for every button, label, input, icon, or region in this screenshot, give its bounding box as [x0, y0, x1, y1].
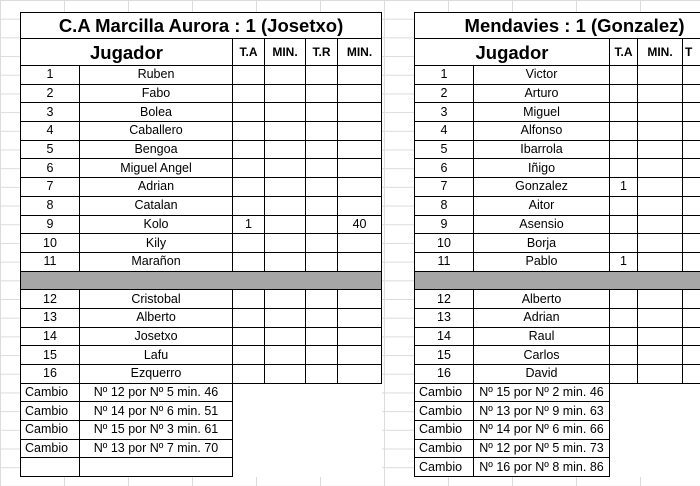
player-min2[interactable] [338, 365, 382, 384]
player-ta[interactable] [233, 178, 265, 197]
player-min1[interactable] [638, 215, 683, 234]
player-name[interactable]: Bolea [80, 103, 233, 122]
player-row [415, 122, 700, 141]
player-tr[interactable] [306, 66, 338, 85]
player-name[interactable]: Gonzalez [474, 178, 610, 197]
substitution-label[interactable]: Cambio [21, 421, 80, 440]
home-title-row [21, 13, 382, 39]
substitution-row [21, 402, 382, 421]
substitution-detail[interactable] [80, 458, 233, 477]
player-number[interactable]: 9 [21, 215, 80, 234]
player-tr[interactable] [306, 178, 338, 197]
player-ta[interactable] [610, 290, 638, 309]
player-ta[interactable] [233, 84, 265, 103]
player-tr[interactable] [683, 215, 700, 234]
player-min2[interactable] [338, 159, 382, 178]
player-min1[interactable] [638, 140, 683, 159]
player-ta[interactable] [233, 140, 265, 159]
player-row [415, 308, 700, 327]
substitution-detail[interactable]: Nº 15 por Nº 3 min. 61 [80, 421, 233, 440]
player-tr[interactable] [306, 122, 338, 141]
substitution-row [21, 439, 382, 458]
player-name[interactable]: Pablo [474, 252, 610, 271]
empty-cell [233, 383, 382, 402]
player-min2[interactable] [338, 178, 382, 197]
player-number[interactable]: 8 [415, 196, 474, 215]
empty-cell [233, 458, 382, 477]
empty-cell [610, 439, 700, 458]
player-tr[interactable] [306, 103, 338, 122]
player-tr[interactable] [683, 252, 700, 271]
player-ta[interactable] [233, 196, 265, 215]
home-header-tr[interactable]: T.R [306, 39, 338, 66]
player-tr[interactable] [306, 159, 338, 178]
player-name[interactable]: Kolo [80, 215, 233, 234]
player-tr[interactable] [683, 140, 700, 159]
player-row [21, 84, 382, 103]
away-title-row [415, 13, 700, 39]
player-name[interactable]: Kily [80, 234, 233, 253]
player-tr[interactable] [683, 365, 700, 384]
away-substitutes [415, 290, 700, 383]
player-name[interactable]: Miguel Angel [80, 159, 233, 178]
player-name[interactable]: Raul [474, 327, 610, 346]
player-number[interactable]: 2 [415, 84, 474, 103]
player-number[interactable]: 14 [21, 327, 80, 346]
player-name[interactable]: David [474, 365, 610, 384]
player-row [21, 365, 382, 384]
home-header-jugador[interactable]: Jugador [21, 39, 233, 66]
player-number[interactable]: 12 [415, 290, 474, 309]
player-min2[interactable] [338, 66, 382, 85]
player-number[interactable]: 3 [21, 103, 80, 122]
player-min1[interactable] [638, 234, 683, 253]
player-number[interactable]: 15 [21, 346, 80, 365]
player-name[interactable]: Ibarrola [474, 140, 610, 159]
player-number[interactable]: 7 [21, 178, 80, 197]
player-row [415, 234, 700, 253]
substitution-row [415, 439, 700, 458]
player-tr[interactable] [683, 346, 700, 365]
player-number[interactable]: 2 [21, 84, 80, 103]
player-number[interactable]: 8 [21, 196, 80, 215]
player-tr[interactable] [683, 159, 700, 178]
player-row [415, 103, 700, 122]
player-ta[interactable] [233, 365, 265, 384]
separator-cell [21, 271, 382, 290]
player-min2[interactable] [338, 122, 382, 141]
player-row [415, 196, 700, 215]
player-min1[interactable] [638, 122, 683, 141]
player-tr[interactable] [683, 84, 700, 103]
player-tr[interactable] [306, 84, 338, 103]
substitution-detail[interactable]: Nº 14 por Nº 6 min. 66 [474, 421, 610, 440]
player-name[interactable]: Alfonso [474, 122, 610, 141]
player-tr[interactable] [683, 234, 700, 253]
player-number[interactable]: 15 [415, 346, 474, 365]
player-tr[interactable] [306, 308, 338, 327]
player-tr[interactable] [306, 215, 338, 234]
player-row [21, 308, 382, 327]
substitution-detail[interactable]: Nº 13 por Nº 7 min. 70 [80, 439, 233, 458]
player-name[interactable]: Victor [474, 66, 610, 85]
substitution-row [21, 458, 382, 477]
substitution-label[interactable] [21, 458, 80, 477]
player-min1[interactable] [638, 178, 683, 197]
player-number[interactable]: 14 [415, 327, 474, 346]
player-ta[interactable] [610, 234, 638, 253]
player-name[interactable]: Miguel [474, 103, 610, 122]
player-number[interactable]: 6 [415, 159, 474, 178]
player-min1[interactable] [265, 140, 306, 159]
player-min1[interactable] [638, 290, 683, 309]
substitution-row [415, 458, 700, 477]
player-tr[interactable] [683, 103, 700, 122]
empty-cell [610, 402, 700, 421]
player-number[interactable]: 1 [415, 66, 474, 85]
player-name[interactable]: Fabo [80, 84, 233, 103]
substitution-row [415, 383, 700, 402]
player-row [21, 159, 382, 178]
player-min1[interactable] [265, 252, 306, 271]
away-team-title[interactable]: Mendavies : 1 (Gonzalez) [415, 13, 700, 39]
player-row [21, 252, 382, 271]
player-min1[interactable] [265, 327, 306, 346]
player-number[interactable]: 6 [21, 159, 80, 178]
player-tr[interactable] [683, 178, 700, 197]
player-name[interactable]: Lafu [80, 346, 233, 365]
player-name[interactable]: Arturo [474, 84, 610, 103]
away-header-row [415, 39, 700, 66]
player-tr[interactable] [683, 308, 700, 327]
player-ta[interactable] [233, 103, 265, 122]
player-min1[interactable] [265, 234, 306, 253]
player-min1[interactable] [638, 327, 683, 346]
player-min1[interactable] [638, 308, 683, 327]
player-min1[interactable] [265, 122, 306, 141]
player-ta[interactable] [233, 66, 265, 85]
player-min2[interactable] [338, 252, 382, 271]
substitution-label[interactable]: Cambio [21, 383, 80, 402]
player-name[interactable]: Catalan [80, 196, 233, 215]
player-ta[interactable] [233, 122, 265, 141]
player-min2[interactable] [338, 346, 382, 365]
player-min2[interactable] [338, 308, 382, 327]
player-row [21, 290, 382, 309]
player-name[interactable]: Cristobal [80, 290, 233, 309]
substitution-row [415, 421, 700, 440]
player-number[interactable]: 4 [21, 122, 80, 141]
player-name[interactable]: Borja [474, 234, 610, 253]
player-min1[interactable] [265, 215, 306, 234]
player-row [415, 84, 700, 103]
player-name[interactable]: Caballero [80, 122, 233, 141]
player-min1[interactable] [265, 159, 306, 178]
player-name[interactable]: Adrian [474, 308, 610, 327]
away-header-min1[interactable]: MIN. [638, 39, 683, 66]
player-name[interactable]: Aitor [474, 196, 610, 215]
player-number[interactable]: 5 [415, 140, 474, 159]
player-min1[interactable] [265, 308, 306, 327]
player-tr[interactable] [683, 327, 700, 346]
player-min1[interactable] [638, 103, 683, 122]
substitution-label[interactable]: Cambio [415, 421, 474, 440]
player-ta[interactable] [233, 159, 265, 178]
home-changes [21, 383, 382, 476]
home-header-min2[interactable]: MIN. [338, 39, 382, 66]
player-min1[interactable] [265, 84, 306, 103]
player-min2[interactable] [338, 234, 382, 253]
substitution-row [21, 421, 382, 440]
player-min2[interactable]: 40 [338, 215, 382, 234]
player-row [415, 365, 700, 384]
player-number[interactable]: 4 [415, 122, 474, 141]
player-ta[interactable] [610, 346, 638, 365]
player-min1[interactable] [265, 290, 306, 309]
home-team-title[interactable]: C.A Marcilla Aurora : 1 (Josetxo) [21, 13, 382, 39]
player-number[interactable]: 16 [415, 365, 474, 384]
player-name[interactable]: Bengoa [80, 140, 233, 159]
player-number[interactable]: 7 [415, 178, 474, 197]
player-min1[interactable] [638, 66, 683, 85]
player-tr[interactable] [306, 365, 338, 384]
player-min2[interactable] [338, 84, 382, 103]
player-row [415, 215, 700, 234]
player-row [415, 346, 700, 365]
player-min1[interactable] [638, 84, 683, 103]
player-number[interactable]: 16 [21, 365, 80, 384]
player-row [415, 159, 700, 178]
player-number[interactable]: 5 [21, 140, 80, 159]
player-tr[interactable] [683, 290, 700, 309]
player-min1[interactable] [265, 365, 306, 384]
player-number[interactable]: 10 [415, 234, 474, 253]
player-tr[interactable] [306, 290, 338, 309]
player-ta[interactable] [610, 327, 638, 346]
substitution-row [21, 383, 382, 402]
player-row [415, 66, 700, 85]
player-ta[interactable]: 1 [610, 178, 638, 197]
player-tr[interactable] [306, 327, 338, 346]
away-separator-row [415, 271, 700, 290]
player-row [21, 234, 382, 253]
player-min1[interactable] [265, 196, 306, 215]
player-ta[interactable] [233, 234, 265, 253]
player-row [21, 178, 382, 197]
player-tr[interactable] [683, 122, 700, 141]
substitution-detail[interactable]: Nº 15 por Nº 2 min. 46 [474, 383, 610, 402]
home-header-row [21, 39, 382, 66]
player-min1[interactable] [638, 346, 683, 365]
player-name[interactable]: Josetxo [80, 327, 233, 346]
player-min2[interactable] [338, 290, 382, 309]
player-row [415, 178, 700, 197]
player-name[interactable]: Ruben [80, 66, 233, 85]
away-header-tr[interactable]: T [683, 39, 700, 66]
player-ta[interactable] [233, 308, 265, 327]
player-min1[interactable] [638, 196, 683, 215]
player-tr[interactable] [306, 252, 338, 271]
empty-cell [233, 439, 382, 458]
player-ta[interactable] [233, 252, 265, 271]
player-ta[interactable]: 1 [610, 252, 638, 271]
player-row [21, 196, 382, 215]
away-team-table [414, 12, 700, 477]
player-name[interactable]: Alberto [80, 308, 233, 327]
substitution-label[interactable]: Cambio [415, 439, 474, 458]
player-ta[interactable] [610, 196, 638, 215]
player-row [21, 215, 382, 234]
player-min2[interactable] [338, 140, 382, 159]
home-separator-row [21, 271, 382, 290]
player-row [21, 346, 382, 365]
player-row [21, 140, 382, 159]
player-number[interactable]: 9 [415, 215, 474, 234]
player-ta[interactable] [610, 66, 638, 85]
home-header-ta[interactable]: T.A [233, 39, 265, 66]
home-team-table [20, 12, 382, 477]
player-min1[interactable] [638, 159, 683, 178]
empty-cell [233, 402, 382, 421]
empty-cell [233, 421, 382, 440]
player-tr[interactable] [306, 196, 338, 215]
substitution-detail[interactable]: Nº 14 por Nº 6 min. 51 [80, 402, 233, 421]
player-ta[interactable] [610, 103, 638, 122]
player-ta[interactable] [610, 215, 638, 234]
player-number[interactable]: 11 [21, 252, 80, 271]
home-starters [21, 66, 382, 272]
player-number[interactable]: 13 [415, 308, 474, 327]
player-row [415, 252, 700, 271]
empty-cell [610, 421, 700, 440]
player-ta[interactable] [610, 308, 638, 327]
substitution-detail[interactable]: Nº 16 por Nº 8 min. 86 [474, 458, 610, 477]
player-ta[interactable]: 1 [233, 215, 265, 234]
substitution-label[interactable]: Cambio [21, 439, 80, 458]
substitution-label[interactable]: Cambio [21, 402, 80, 421]
player-min2[interactable] [338, 327, 382, 346]
player-number[interactable]: 3 [415, 103, 474, 122]
home-header-min1[interactable]: MIN. [265, 39, 306, 66]
player-min1[interactable] [265, 178, 306, 197]
player-row [21, 103, 382, 122]
player-row [415, 327, 700, 346]
player-ta[interactable] [610, 84, 638, 103]
empty-cell [610, 458, 700, 477]
player-name[interactable]: Alberto [474, 290, 610, 309]
player-number[interactable]: 13 [21, 308, 80, 327]
player-ta[interactable] [610, 122, 638, 141]
player-ta[interactable] [610, 159, 638, 178]
player-min1[interactable] [265, 66, 306, 85]
player-row [415, 290, 700, 309]
substitution-detail[interactable]: Nº 12 por Nº 5 min. 46 [80, 383, 233, 402]
player-min1[interactable] [638, 365, 683, 384]
away-header-ta[interactable]: T.A [610, 39, 638, 66]
separator-cell [415, 271, 700, 290]
substitution-label[interactable]: Cambio [415, 402, 474, 421]
player-number[interactable]: 12 [21, 290, 80, 309]
player-row [21, 122, 382, 141]
player-tr[interactable] [306, 140, 338, 159]
player-number[interactable]: 1 [21, 66, 80, 85]
player-name[interactable]: Carlos [474, 346, 610, 365]
player-name[interactable]: Iñigo [474, 159, 610, 178]
player-min2[interactable] [338, 103, 382, 122]
player-min1[interactable] [265, 346, 306, 365]
player-name[interactable]: Marañon [80, 252, 233, 271]
substitution-label[interactable]: Cambio [415, 383, 474, 402]
player-min1[interactable] [265, 103, 306, 122]
player-ta[interactable] [233, 346, 265, 365]
player-name[interactable]: Ezquerro [80, 365, 233, 384]
player-ta[interactable] [610, 365, 638, 384]
player-number[interactable]: 11 [415, 252, 474, 271]
substitution-detail[interactable]: Nº 12 por Nº 5 min. 73 [474, 439, 610, 458]
player-name[interactable]: Adrian [80, 178, 233, 197]
player-tr[interactable] [683, 66, 700, 85]
home-substitutes [21, 290, 382, 383]
away-changes [415, 383, 700, 476]
player-tr[interactable] [306, 234, 338, 253]
player-row [415, 140, 700, 159]
player-min2[interactable] [338, 196, 382, 215]
away-starters [415, 66, 700, 272]
player-row [21, 66, 382, 85]
player-name[interactable]: Asensio [474, 215, 610, 234]
away-header-jugador[interactable]: Jugador [415, 39, 610, 66]
empty-cell [610, 383, 700, 402]
player-tr[interactable] [306, 346, 338, 365]
player-ta[interactable] [233, 290, 265, 309]
player-number[interactable]: 10 [21, 234, 80, 253]
substitution-row [415, 402, 700, 421]
player-ta[interactable] [610, 140, 638, 159]
player-min1[interactable] [638, 252, 683, 271]
player-row [21, 327, 382, 346]
substitution-label[interactable]: Cambio [415, 458, 474, 477]
substitution-detail[interactable]: Nº 13 por Nº 9 min. 63 [474, 402, 610, 421]
player-ta[interactable] [233, 327, 265, 346]
player-tr[interactable] [683, 196, 700, 215]
